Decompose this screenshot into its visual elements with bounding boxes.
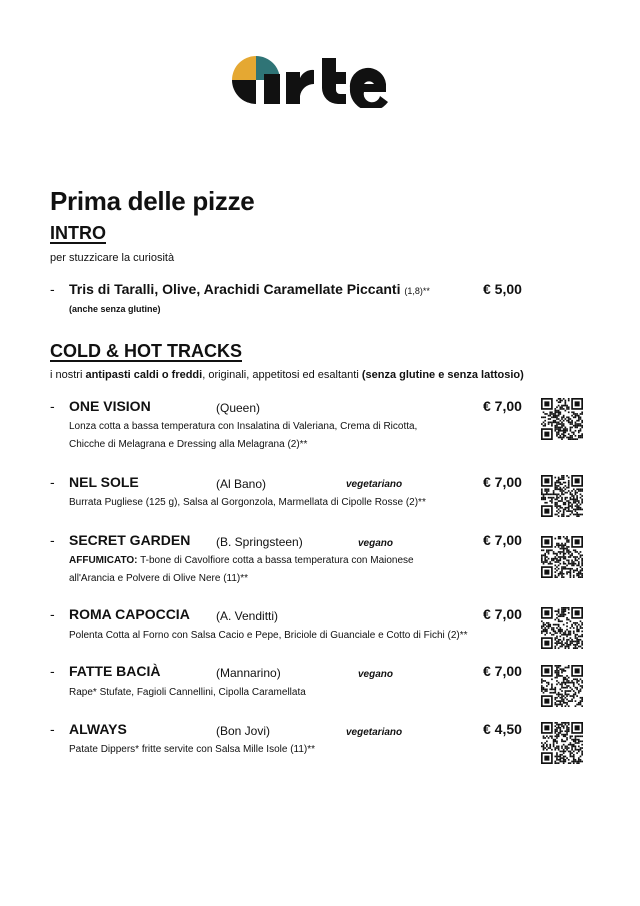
menu-item-desc-line: Polenta Cotta al Forno con Salsa Cacio e Pepe, Briciole di Guanciale e Cotto di Fichi (2)** (69, 630, 468, 641)
tracks-heading: COLD & HOT TRACKS (50, 341, 242, 361)
qr-code-icon[interactable] (541, 665, 583, 707)
menu-item-desc-line: Patate Dippers* fritte servite con Salsa Mille Isole (11)** (69, 744, 316, 755)
menu-item-desc-prefix: AFFUMICATO: (69, 555, 138, 566)
logo-graphic (230, 52, 412, 108)
menu-item-desc-line: Chicche di Melagrana e Dressing alla Melagrana (2)** (69, 439, 308, 450)
logo-a-top-icon (232, 56, 256, 80)
menu-item-artist: (Mannarino) (216, 666, 281, 680)
intro-item-allergens: (1,8)** (404, 286, 430, 296)
menu-item-artist: (Bon Jovi) (216, 724, 271, 738)
menu-item-description (69, 627, 489, 645)
intro-item-note: (anche senza glutine) (69, 304, 161, 314)
intro-heading: INTRO (50, 223, 106, 243)
menu-item-artist: (Queen) (216, 401, 261, 415)
menu-item-name: ROMA CAPOCCIA (69, 606, 190, 622)
menu-item-dash: - (50, 721, 55, 737)
menu-item-artist: (Al Bano) (216, 477, 267, 491)
menu-item-price: € 7,00 (483, 398, 522, 414)
menu-item-diet-tag: vegano (358, 538, 394, 549)
menu-item-price: € 7,00 (483, 606, 522, 622)
menu-item-price: € 7,00 (483, 532, 522, 548)
menu-item-price: € 7,00 (483, 663, 522, 679)
menu-item-name: NEL SOLE (69, 474, 139, 490)
arte-logo (230, 52, 412, 108)
intro-item-dash: - (50, 281, 55, 297)
menu-item-name: ONE VISION (69, 398, 151, 414)
menu-item-price: € 7,00 (483, 474, 522, 490)
menu-item-price: € 4,50 (483, 721, 522, 737)
menu-item-desc-line: Lonza cotta a bassa temperatura con Insalatina di Valeriana, Crema di Ricotta, (69, 421, 418, 432)
menu-item-desc-text: T-bone di Cavolfiore cotta a bassa temperatura con Maionese (137, 555, 414, 566)
menu-item-artist: (A. Venditti) (216, 609, 279, 623)
tracks-subtitle (50, 369, 524, 381)
qr-code-icon[interactable] (541, 536, 583, 578)
page-title: Prima delle pizze (50, 186, 255, 216)
qr-code-icon[interactable] (541, 475, 583, 517)
logo-a-bottom-icon (232, 80, 256, 104)
menu-item-dash: - (50, 663, 55, 679)
intro-subtitle: per stuzzicare la curiosità (50, 252, 175, 264)
menu-item-description (69, 741, 469, 759)
menu-item-dash: - (50, 398, 55, 414)
menu-item-name: FATTE BACIÀ (69, 663, 161, 679)
menu-item-description (69, 552, 469, 588)
tracks-subtitle-d: (senza glutine e senza lattosio) (361, 369, 524, 381)
menu-item-artist: (B. Springsteen) (216, 535, 303, 549)
menu-item-desc-line: all'Arancia e Polvere di Olive Nere (11)** (69, 573, 249, 584)
tracks-subtitle-c: , originali, appetitosi ed esaltanti (202, 369, 362, 381)
menu-item-name: SECRET GARDEN (69, 532, 191, 548)
menu-item-name: ALWAYS (69, 721, 127, 737)
menu-item-description (69, 494, 469, 512)
menu-item-diet-tag: vegetariano (346, 727, 403, 738)
tracks-subtitle-b: antipasti caldi o freddi (85, 369, 203, 381)
qr-code-icon[interactable] (541, 398, 583, 440)
menu-item-dash: - (50, 532, 55, 548)
menu-item-dash: - (50, 606, 55, 622)
menu-item-desc-line: Burrata Pugliese (125 g), Salsa al Gorgonzola, Marmellata di Cipolle Rosse (2)** (69, 497, 426, 508)
tracks-subtitle-a: i nostri (50, 369, 86, 381)
menu-item-diet-tag: vegano (358, 669, 394, 680)
intro-item-name: Tris di Taralli, Olive, Arachidi Caramellate Piccanti (69, 281, 401, 297)
menu-item-description (69, 684, 469, 702)
menu-item-desc-line: Rape* Stufate, Fagioli Cannellini, Cipolla Caramellata (69, 687, 306, 698)
intro-item-price: € 5,00 (483, 281, 522, 297)
menu-item-diet-tag: vegetariano (346, 479, 403, 490)
menu-item-dash: - (50, 474, 55, 490)
intro-item (69, 281, 430, 297)
menu-item-desc-line (69, 552, 469, 570)
menu-item-description (69, 418, 469, 454)
qr-code-icon[interactable] (541, 722, 583, 764)
qr-code-icon[interactable] (541, 607, 583, 649)
